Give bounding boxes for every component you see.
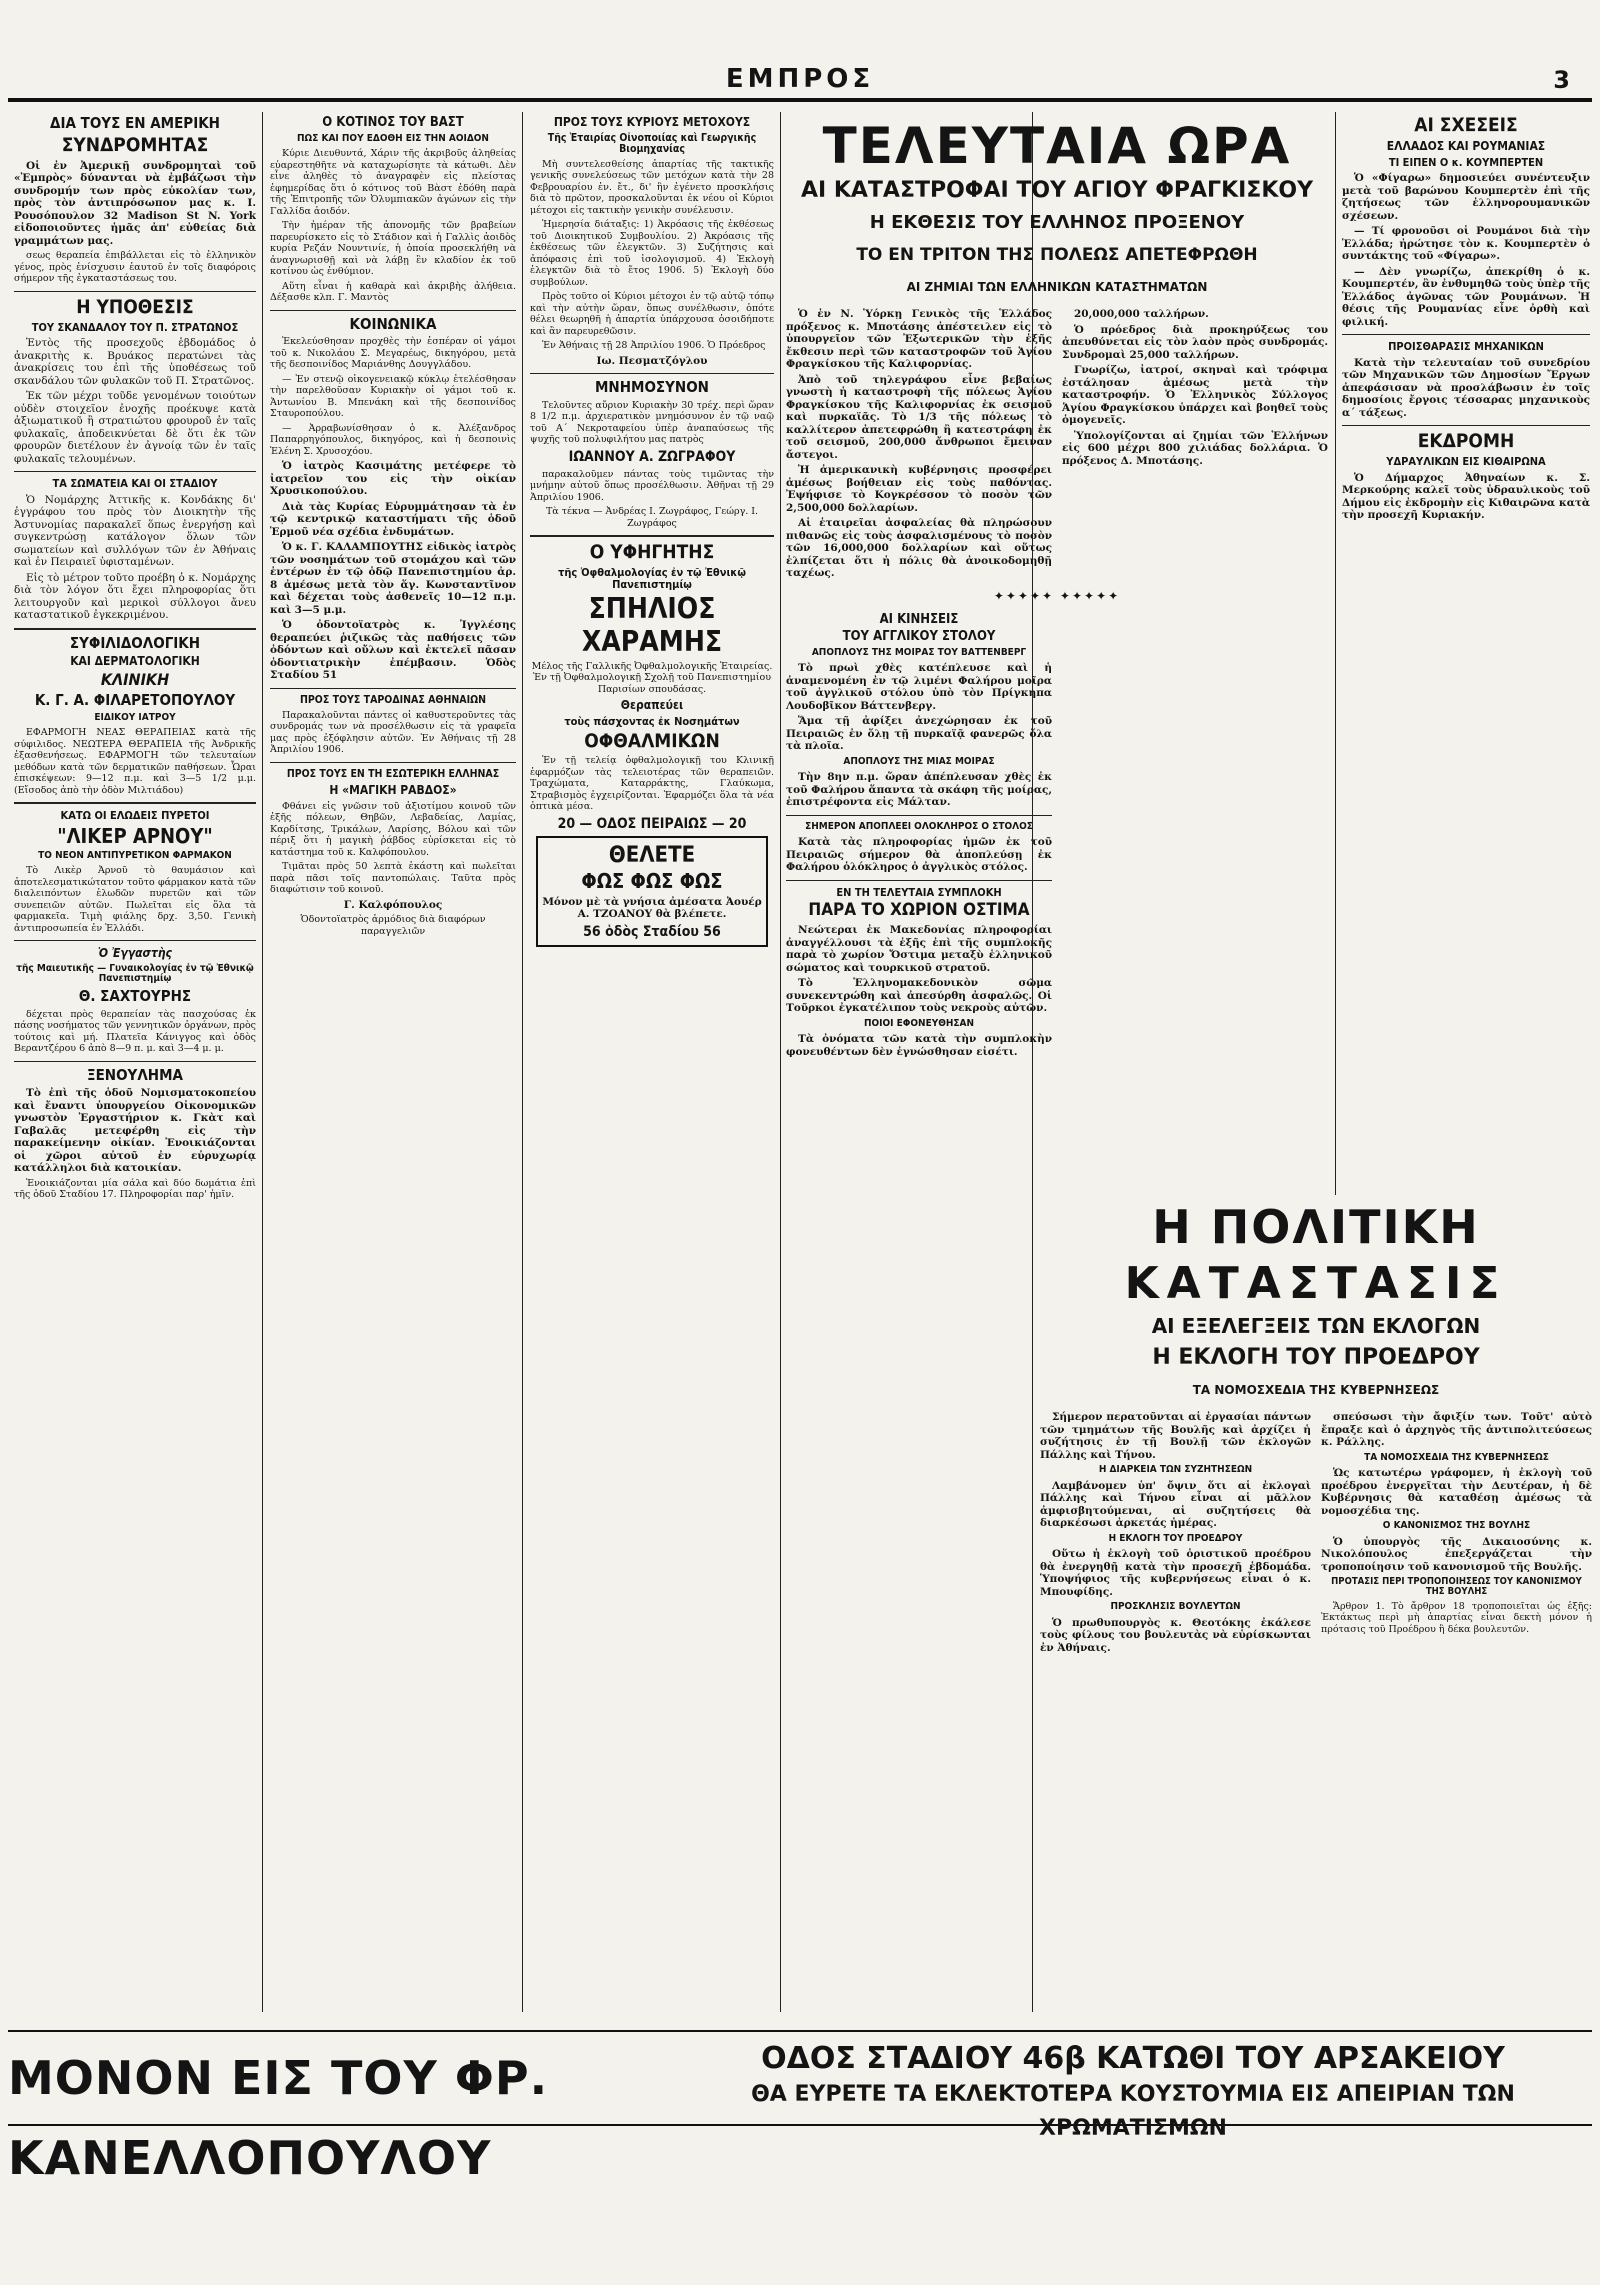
article-text: Κατὰ τὰς πληροφορίας ἡμῶν ἐκ τοῦ Πειραιῶς σήμερον θὰ ἀποπλεύσῃ ἐκ Φαλήρου ὁλόκληρος ὁ ἀγγλικὸς στόλος.: [786, 836, 1052, 874]
article-text: Ὁ «Φίγαρω» δημοσιεύει συνέντευξιν μετὰ τοῦ βαρώνου Κουμπερτὲν ἐπὶ τῆς ζητήσεως τῶν ἑλληνορουμανικῶν σχέσεων.: [1342, 172, 1590, 222]
advertisement: [14, 1065, 256, 1201]
article-column-left: [1040, 1411, 1311, 1657]
column-rule: [780, 112, 781, 2012]
article-subheading: ΤΙ ΕΙΠΕΝ Ο κ. ΚΟΥΜΠΕΡΤΕΝ: [1388, 155, 1544, 169]
article-heading: ΠΡΟΣ ΤΟΥΣ ΤΑΡΟΔΙΝΑΣ ΑΘΗΝΑΙΩΝ: [299, 693, 487, 706]
ad-address: 20 — ΟΔΟΣ ΠΕΙΡΑΙΩΣ — 20: [557, 815, 747, 832]
article-heading: ΚΟΙΝΩΝΙΚΑ: [349, 314, 437, 333]
article-text: Ὁ ὑπουργὸς τῆς Δικαιοσύνης κ. Νικολόπουλος ἐπεξεργάζεται τὴν τροποποίησιν τοῦ κανονισμοῦ τῆς Βουλῆς.: [1321, 1535, 1592, 1573]
article-text: Ἡ ἀμερικανικὴ κυβέρνησις προσφέρει ἀμέσως βοήθειαν εἰς τοὺς παθόντας. Ἐψήφισε τὸ Κογκρέσσον τὸ ποσὸν τῶν 2,500,000 δολλαρίων.: [786, 464, 1052, 514]
article-heading: ΣΥΝΔΡΟΜΗΤΑΣ: [61, 133, 209, 156]
article-text: Πρὸς τοῦτο οἱ Κύριοι μέτοχοι ἐν τῷ αὐτῷ τόπῳ καὶ τὴν αὐτὴν ὥραν, ὅπως συνέλθωσιν, ὁπότε θέλει θεωρηθῆ ἡ ἀπαρτία ὑπάρχουσα ὁσοιδήποτε καὶ ἂν παρευρεθῶσιν.: [530, 291, 774, 337]
ad-heading: τῆς Ὀφθαλμολογίας ἐν τῷ Ἐθνικῷ Πανεπιστημίῳ: [558, 566, 746, 591]
ad-heading: "ΛΙΚΕΡ ΑΡΝΟΥ": [57, 823, 213, 848]
article-text: Τελοῦντες αὔριον Κυριακὴν 30 τρέχ. περὶ ὥραν 8 1/2 π.μ. ἀρχιερατικὸν μνημόσυνον ἐν τῷ ναῷ τοῦ Α΄ Νεκροταφείου ὑπὲρ ἀναπαύσεως τῆς ψυχῆς τοῦ πολυφιλήτου μας πατρὸς: [530, 399, 774, 446]
article-column-left: [786, 308, 1052, 583]
section-subheadline: ΤΑ ΝΟΜΟΣΧΕΔΙΑ ΤΗΣ ΚΥΒΕΡΝΗΣΕΩΣ: [1192, 1383, 1440, 1397]
article-text: Ἐκελεύσθησαν προχθὲς τὴν ἑσπέραν οἱ γάμοι τοῦ κ. Νικολάου Σ. Μεγαρέως, δικηγόρου, μετὰ τῆς δεσποινίδος Μαριάνθης Δουγγλάδου.: [270, 336, 516, 371]
section-headline: ΚΑΤΑΣΤΑΣΙΣ: [1124, 1258, 1508, 1309]
ad-text: Ἐνοικιάζονται μία σάλα καὶ δύο δωμάτια ἐπὶ τῆς ὁδοῦ Σταδίου 17. Πληροφορίαι παρ' ἡμῖν.: [14, 1177, 256, 1201]
ad-heading: ΧΑΡΑΜΗΣ: [581, 625, 723, 659]
article-text: Τιμᾶται πρὸς 50 λεπτὰ ἑκάστη καὶ πωλεῖται παρὰ πᾶσι τοῖς παντοπώλαις. Ταῦτα πρὸς διαφώτισιν τοῦ κοινοῦ.: [270, 861, 516, 896]
article-text: Αἱ ἑταιρεῖαι ἀσφαλείας θὰ πληρώσουν πιθανῶς εἰς τοὺς ἀσφαλισμένους τὸ ποσὸν τῶν 16,000,000 δολλαρίων καὶ οὕτως ἐλπίζεται ὅτι ἡ πόλις θὰ ἀνοικοδομηθῇ ταχέως.: [786, 517, 1052, 579]
ad-text: Τὸ ἐπὶ τῆς ὁδοῦ Νομισματοκοπείου καὶ ἔναντι ὑπουργείου Οἰκονομικῶν γνωστὸν Ἐργαστήριον κ. Γκὰτ καὶ Γαβαλᾶς μετεφέρθη εἰς τὴν παρακείμενην οἰκίαν. Ἐνοικιάζονται οἱ χῶροι αὐτοῦ ἐν εὐρυχωρίᾳ κατάλληλοι διὰ κατοικίαν.: [14, 1087, 256, 1175]
article-heading: ΕΝ ΤΗ ΤΕΛΕΥΤΑΙΑ ΣΥΜΠΛΟΚΗ: [836, 885, 1002, 899]
article-text: — Δὲν γνωρίζω, ἀπεκρίθη ὁ κ. Κουμπερτέν, ἂν ἐνθυμηθῶ τοὺς ὑπὲρ τῆς Ἑλλάδος ἀγῶνας τῶν Ρουμάνων. Ἡ θέσις τῆς Ρουμανίας εἶνε ὀρθὴ καὶ φιλική.: [1342, 265, 1590, 328]
ad-text: ΕΦΑΡΜΟΓΗ ΝΕΑΣ ΘΕΡΑΠΕΙΑΣ κατὰ τῆς σύφιλιδος. ΝΕΩΤΕΡΑ ΘΕΡΑΠΕΙΑ τῆς Ἀνδρικῆς ἐξασθενήσεως. ΕΦΑΡΜΟΓΗ τῶν τελευταίων μεθόδων κατὰ τῶν δερματικῶν παθήσεων. Ὧραι ἐπισκέψεων: 9—12 π.μ. καὶ 3—5 1/2 μ.μ. (Εἴσοδος ἀπὸ τὴν ὁδὸν Μιλτιάδου): [14, 727, 256, 796]
article-heading: ΤΑ ΣΩΜΑΤΕΙΑ ΚΑΙ ΟΙ ΣΤΑΔΙΟΥ: [52, 477, 218, 491]
article-text: παρακαλοῦμεν πάντας τοὺς τιμῶντας τὴν μνήμην αὐτοῦ ὅπως προσέλθωσιν. Ἀθῆναι τῇ 29 Ἀπριλίου 1906.: [530, 468, 774, 503]
ad-heading: ΤΟ ΝΕΟΝ ΑΝΤΙΠΥΡΕΤΙΚΟΝ ΦΑΡΜΑΚΟΝ: [38, 849, 232, 861]
ad-heading: ΘΕΛΕΤΕ: [608, 842, 696, 868]
main-subheadline: ΑΙ ΖΗΜΙΑΙ ΤΩΝ ΕΛΛΗΝΙΚΩΝ ΚΑΤΑΣΤΗΜΑΤΩΝ: [906, 280, 1208, 294]
page-margin: [0, 2130, 1600, 2285]
article-text: Φθάνει εἰς γνῶσιν τοῦ ἀξιοτίμου κοινοῦ τῶν ἐξῆς πόλεων, Θηβῶν, Λεβαδείας, Λαμίας, Καρδίτσης, Τρικάλων, Λαρίσης, Βόλου καὶ τῶν πέριξ ὅτι ἡ μαγικὴ ῥάβδος εὑρίσκεται εἰς τὸ κατάστημα τοῦ κ. Καλφόπουλου.: [270, 800, 516, 858]
footer-address: ΟΔΟΣ ΣΤΑΔΙΟΥ 46β ΚΑΤΩΘΙ ΤΟΥ ΑΡΣΑΚΕΙΟΥ: [761, 2041, 1505, 2076]
article-text: Κύριε Διευθυντά, Χάριν τῆς ἀκριβοῦς ἀληθείας εὐαρεστηθῆτε νὰ καταχωρίσητε τὰ κάτωθι. Δὲν εἶνε ἀληθὲς τὸ ἀναγραφὲν εἰς πλείστας ἐφημερίδας ὅτι ὁ κότινος τοῦ Βὰστ ἐδόθη παρὰ τῆς Ἐπιτροπῆς τῶν Ὀλυμπιακῶν ἀγώνων εἰς τὴν Γαλλίδα ἀοιδόν.: [270, 148, 516, 217]
ad-heading: τῆς Μαιευτικῆς — Γυναικολογίας ἐν τῷ Ἐθνικῷ Πανεπιστημίῳ: [16, 962, 254, 985]
article-text: — Ἐν στενῷ οἰκογενειακῷ κύκλῳ ἐτελέσθησαν τὴν παρελθοῦσαν Κυριακὴν οἱ γάμοι τοῦ κ. Ἀντωνίου Β. Μπενάκη καὶ τῆς δεσποινίδος Σταυροπούλου.: [270, 373, 516, 420]
article-subheading: ΠΡΟΤΑΣΙΣ ΠΕΡΙ ΤΡΟΠΟΠΟΙΗΣΕΩΣ ΤΟΥ ΚΑΝΟΝΙΣΜΟΥ ΤΗΣ ΒΟΥΛΗΣ: [1331, 1576, 1582, 1597]
article-text: Σήμερον περατοῦνται αἱ ἐργασίαι πάντων τῶν τμημάτων τῆς Βουλῆς καὶ ἀρχίζει ἡ συζήτησις ἐν τῇ Βουλῇ τῶν ἐκλογῶν Πάλλης καὶ Τήνου.: [1040, 1411, 1311, 1461]
article-text: Ἐντὸς τῆς προσεχοῦς ἑβδομάδος ὁ ἀνακριτὴς κ. Βρυάκος περατώνει τὰς ἀνακρίσεις του ἐπὶ τῆς ὑποθέσεως τοῦ σκανδάλου τῶν φυλακῶν τοῦ Π. Στρατῶνος.: [14, 337, 256, 387]
article-text: Τὸ πρωὶ χθὲς κατέπλευσε καὶ ἡ ἀναμενομένη ἐν τῷ λιμένι Φαλήρου μοῖρα τοῦ ἀγγλικοῦ στόλου ὑπὸ τὸν Πρίγκηπα Λουδοβῖκον Βάττενβεργ.: [786, 662, 1052, 712]
section-subheadline: ΑΙ ΕΞΕΛΕΓΞΕΙΣ ΤΩΝ ΕΚΛΟΓΩΝ: [1151, 1314, 1481, 1338]
column-3: [530, 112, 774, 2012]
article-subheading: ΑΠΟΠΛΟΥΣ ΤΗΣ ΜΟΙΡΑΣ ΤΟΥ ΒΑΤΤΕΝΒΕΡΓ: [811, 646, 1027, 658]
ad-text: Τὸ Λικὲρ Ἀρνοῦ τὸ θαυμάσιον καὶ ἀποτελεσματικώτατον τοῦτο φάρμακον κατὰ τῶν διαλειπόντων ἑλωδῶν πυρετῶν καὶ τῶν συνεπειῶν αὐτῶν. Πωλεῖται εἰς ὅλα τὰ φαρμακεῖα. Τιμὴ φιάλης δρχ. 3,50. Γενικὴ ἀντιπροσωπεία ἐν Ἑλλάδι.: [14, 865, 256, 934]
article-text: Τὰ ὀνόματα τῶν κατὰ τὴν συμπλοκὴν φονευθέντων δὲν ἐγνώσθησαν εἰσέτι.: [786, 1033, 1052, 1058]
article-text: Οἱ ἐν Ἀμερικῇ συνδρομηταὶ τοῦ «Ἐμπρὸς» δύνανται νὰ ἐμβάζωσι τὴν συνδρομήν των πρὸς εὐκολίαν των, πρὸς τὸν ἀντιπρόσωπον μας κ. Ι. Ρουσόπουλον 32 Madison St N. York εἰδοποιοῦντες ἡμᾶς ἀπ' εὐθείας διὰ γραμμάτων μας.: [14, 159, 256, 247]
page-number: 3: [1553, 66, 1570, 94]
article-text: Ὁ Δήμαρχος Ἀθηναίων κ. Σ. Μερκούρης καλεῖ τοὺς ὑδραυλικοὺς τοῦ Δήμου εἰς ἐκδρομὴν εἰς Κιθαιρῶνα κατὰ τὴν προσεχῆ Κυριακήν.: [1342, 471, 1590, 522]
article-text: Μὴ συντελεσθείσης ἀπαρτίας τῆς τακτικῆς γενικῆς συνελεύσεως τῶν μετόχων κατὰ τὴν 28 Φεβρουαρίου ἐν. ἔτ., δι' ἣν ἐγένετο προσκλήσις διὰ τὸ πρῶτον, προσκαλοῦνται ἐκ νέου οἱ Κύριοι μέτοχοι εἰς τακτικὴν γενικὴν συνέλευσιν.: [530, 158, 774, 216]
article-column-left: [786, 609, 1052, 1062]
signature: Γ. Καλφόπουλος: [343, 898, 443, 911]
main-subheadline: ΑΙ ΚΑΤΑΣΤΡΟΦΑΙ ΤΟΥ ΑΓΙΟΥ ΦΡΑΓΚΙΣΚΟΥ: [800, 178, 1314, 203]
article-column-right: [1062, 308, 1328, 583]
article-heading: ΠΡΟΣ ΤΟΥΣ ΕΝ ΤΗ ΕΣΩΤΕΡΙΚΗ ΕΛΛΗΝΑΣ: [286, 767, 500, 780]
ad-heading: Κ. Γ. Α. ΦΙΛΑΡΕΤΟΠΟΥΛΟΥ: [34, 690, 236, 709]
article-subheading: ΥΔΡΑΥΛΙΚΩΝ ΕΙΣ ΚΙΘΑΙΡΩΝΑ: [1386, 455, 1546, 469]
article-text: Ἀπὸ τοῦ τηλεγράφου εἶνε βεβαίως γνωστὴ ἡ καταστροφὴ τῆς πόλεως Ἁγίου Φραγκίσκου τῆς Καλιφορνίας ἐκ σεισμοῦ καὶ πυρκαϊᾶς. Τὸ 1/3 τῆς πόλεως τὸ καλλίτερον ἀπετεφρώθη ἢ κατεστράφη ἐκ τοῦ σεισμοῦ, 200,000 ἄνθρωποι ἔμειναν ἄστεγοι.: [786, 373, 1052, 461]
article-heading: ΕΛΛΑΔΟΣ ΚΑΙ ΡΟΥΜΑΝΙΑΣ: [1386, 138, 1546, 153]
article-heading: ΠΑΡΑ ΤΟ ΧΩΡΙΟΝ ΟΣΤΙΜΑ: [808, 900, 1030, 921]
ad-heading: Θεραπεύει: [620, 698, 684, 713]
ad-heading: ΣΠΗΛΙΟΣ: [588, 592, 716, 626]
article-text: — Ἀρραβωνίσθησαν ὁ κ. Ἀλέξανδρος Παπαρρηγόπουλος, δικηγόρος, καὶ ἡ δεσποινὶς Ἑλένη Σ. Χρυσοχόου.: [270, 422, 516, 457]
ad-heading: ΟΦΘΑΛΜΙΚΩΝ: [584, 729, 720, 752]
article-text: Λαμβάνομεν ὑπ' ὄψιν ὅτι αἱ ἐκλογαὶ Πάλλης καὶ Τήνου εἶναι αἱ μᾶλλον ἀμφισβητούμεναι, αἱ συζητήσεις θὰ διαρκέσωσι ἀρκετάς ἡμέρας.: [1040, 1479, 1311, 1529]
main-headline: ΤΕΛΕΥΤΑΙΑ ΩΡΑ: [822, 117, 1292, 175]
article-text: Ὁ πρόεδρος διὰ προκηρύξεως του ἀπευθύνεται εἰς τὸν λαὸν πρὸς συνδρομάς. Συνδρομαὶ 25,000 ταλλήρων.: [1062, 323, 1328, 361]
article-subheading: Τῆς Ἑταιρίας Οἰνοποιίας καὶ Γεωργικῆς Βιομηχανίας: [547, 131, 757, 155]
notice-text: Ὁ ἰατρὸς Κασιμάτης μετέφερε τὸ ἰατρεῖον του εἰς τὴν οἰκίαν Χρυσικοπούλου.: [270, 460, 516, 498]
article-heading: ΑΙ ΚΙΝΗΣΕΙΣ: [879, 611, 959, 627]
ad-text: δέχεται πρὸς θεραπείαν τὰς πασχούσας ἐκ πάσης νοσήματος τῶν γεννητικῶν ὀργάνων, πρὸς τούτοις καὶ μή. Πλατεῖα Κάνιγγος καὶ ὁδὸς Βεραντζέρου 6 ἀπὸ 8—9 π. μ. καὶ 3—4 μ. μ.: [14, 1008, 256, 1054]
article-text: σπεύσωσι τὴν ἄφιξίν των. Τοῦτ' αὐτὸ ἔπραξε καὶ ὁ ἀρχηγὸς τῆς ἀντιπολιτεύσεως κ. Ράλλης.: [1321, 1411, 1592, 1448]
article-column-right: [1062, 609, 1328, 1062]
article-subheading: ΤΑ ΝΟΜΟΣΧΕΔΙΑ ΤΗΣ ΚΥΒΕΡΝΗΣΕΩΣ: [1364, 1451, 1549, 1463]
signature-note: Ὁδοντοϊατρὸς ἀρμόδιος διὰ διαφόρων παραγγελιῶν: [300, 914, 486, 937]
column-1: [14, 112, 256, 2012]
article-text: Τὰ τέκνα — Ἀνδρέας Ι. Ζωγράφος, Γεώργ. Ι. Ζωγράφος: [545, 506, 759, 529]
footer-advertisement: [8, 2030, 1592, 2185]
article-subheading: Η «ΜΑΓΙΚΗ ΡΑΒΔΟΣ»: [329, 782, 457, 797]
ad-heading: ΚΑΤΩ ΟΙ ΕΛΩΔΕΙΣ ΠΥΡΕΤΟΙ: [60, 809, 210, 823]
article-text: Αὕτη εἶναι ἡ καθαρὰ καὶ ἀκριβὴς ἀλήθεια. Δέξασθε κλπ. Γ. Μαντὸς: [270, 280, 516, 304]
article-subheading: ΠΩΣ ΚΑΙ ΠΟΥ ΕΔΟΘΗ ΕΙΣ ΤΗΝ ΑΟΙΔΟΝ: [297, 132, 489, 144]
article-subheading: ΤΟΥ ΣΚΑΝΔΑΛΟΥ ΤΟΥ Π. ΣΤΡΑΤΩΝΟΣ: [31, 320, 239, 334]
column-2: [270, 112, 516, 2012]
ad-address: 56 ὁδὸς Σταδίου 56: [583, 923, 721, 940]
ad-heading: Ο ΥΦΗΓΗΤΗΣ: [589, 541, 715, 564]
article-text: Γνωρίζω, ἰατροί, σκηναὶ καὶ τρόφιμα ἐστάλησαν ἀμέσως μετὰ τὴν καταστροφήν. Ὁ Ἐλληνικὸς Σύλλογος Ἁγίου Φραγκίσκου ὑπάρχει καὶ βοηθεῖ τοὺς ὁμογενεῖς.: [1062, 364, 1328, 426]
ad-text: Μόνον μὲ τὰ γνήσια ἀμέσατα Ἀουέρ Α. ΤΖΟΑΝΟΥ θὰ βλέπετε.: [542, 895, 762, 921]
article-text: σεως θεραπεία ἐπιβάλλεται εἰς τὸ ἑλληνικὸν γένος, πρὸς ἐνίσχυσιν ἑαυτοῦ ἐν τοῖς διαφόροις σήμερον τῆς ἐγκαταστάσεως του.: [14, 250, 256, 285]
article-subheading: ΠΟΙΟΙ ΕΦΟΝΕΥΘΗΣΑΝ: [863, 1017, 975, 1029]
notice-text: Ὁ ὀδοντοϊατρὸς κ. Ἰγγλέσης θεραπεύει ῥιζικῶς τὰς παθήσεις τῶν ὀδόντων καὶ οὔλων καὶ ἐκτελεῖ πᾶσαν ὀδοντιατρικὴν ἐπέμβασιν. Ὁδὸς Σταδίου 51: [270, 619, 516, 682]
footer-shop-name: ΜΟΝΟΝ ΕΙΣ ΤΟΥ ΦΡ. ΚΑΝΕΛΛΟΠΟΥΛΟΥ: [8, 2051, 549, 2185]
advertisement: [14, 633, 256, 796]
article-text: 20,000,000 ταλλήρων.: [1074, 308, 1209, 320]
article-text: Ἐκ τῶν μέχρι τοῦδε γενομένων τοιούτων οὐδὲν στοιχεῖον ἐνοχῆς προέκυψε κατὰ ἀξιωματικοῦ ἢ στρατιώτου φρουροῦ ἐν ταῖς φυλακαῖς, ἀποδεικνύεται δὲ ὅτι ἐκ τῶν φρουρῶν διετέλουν ἐν ἀγνοίᾳ τῶν ἐν ταῖς φυλακαῖς τελουμένων.: [14, 390, 256, 465]
separator-ornament: ✦✦✦✦✦ ✦✦✦✦✦: [993, 588, 1121, 603]
column-rule: [262, 112, 263, 2012]
article-text: Τὸ Ἑλληνομακεδονικὸν σῶμα συνεκεντρώθη καὶ ἀπεσύρθη ἀσφαλῶς. Οἱ Τοῦρκοι ἐγκατέλιπον τοὺς νεκροὺς αὐτῶν.: [786, 977, 1052, 1015]
article-heading: ΠΡΟΙΣΘΑΡΑΣΙΣ ΜΗΧΑΝΙΚΩΝ: [1388, 340, 1544, 354]
article-text: Τὴν ἡμέραν τῆς ἀπονομῆς τῶν βραβείων παρευρίσκετο εἰς τὸ Στάδιον καὶ ἡ Γαλλὶς ἀοιδὸς κυρία Ρεζάν Νουντινίε, ἡ ὁποία προσεκλήθη νὰ ἀναγνωρισθῇ καὶ νὰ λάβῃ ἓν κλαδίον ἐκ τοῦ κοτίνου ὡς ἐνθύμιον.: [270, 220, 516, 278]
ad-text: Ἐν τῇ τελείᾳ ὀφθαλμολογικῇ του Κλινικῇ ἐφαρμόζων τὰς τελειοτέρας τῶν θεραπειῶν. Τραχώματα, Καταρράκτης, Γλαύκωμα, Στραβισμὸς ἐγχειρίζονται. Ἐφαρμόζει ὅλα τὰ νέα ὀπτικὰ μέσα.: [530, 755, 774, 813]
article-heading: ΕΚΔΡΟΜΗ: [1417, 430, 1515, 453]
article-text: Ἅμα τῇ ἀφίξει ἀνεχώρησαν ἐκ τοῦ Πειραιῶς ἐν ὅλῃ τῇ πυρκαϊᾷ φανερῶς ὅλα τὰ πλοῖα.: [786, 715, 1052, 753]
article-heading: ΤΟΥ ΑΓΓΛΙΚΟΥ ΣΤΟΛΟΥ: [842, 629, 996, 645]
deceased-name: ΙΩΑΝΝΟΥ Α. ΖΩΓΡΑΦΟΥ: [568, 448, 736, 465]
column-rule: [522, 112, 523, 2012]
article-subheading: Ο ΚΑΝΟΝΙΣΜΟΣ ΤΗΣ ΒΟΥΛΗΣ: [1382, 1520, 1531, 1531]
ad-text: Μέλος τῆς Γαλλικῆς Ὀφθαλμολογικῆς Ἑταιρείας. Ἐν τῇ Ὀφθαλμολογικῇ Σχολῇ τοῦ Πανεπιστημίου Παρισίων σπουδάσας.: [531, 660, 773, 695]
ad-heading: Ὁ Ἐγγαστὴς: [98, 946, 172, 961]
article-subheading: ΑΠΟΠΛΟΥΣ ΤΗΣ ΜΙΑΣ ΜΟΙΡΑΣ: [843, 755, 995, 767]
article-text: Ὡς κατωτέρω γράφομεν, ἡ ἐκλογὴ τοῦ προέδρου ἐνεργεῖται τὴν Δευτέραν, ἡ δὲ Κυβέρνησις θὰ καταθέσῃ ἀμέσως τὰ νομοσχέδια της.: [1321, 1467, 1592, 1517]
newspaper-title: ΕΜΠΡΟΣ: [725, 64, 875, 94]
article-heading: ΠΡΟΣ ΤΟΥΣ ΚΥΡΙΟΥΣ ΜΕΤΟΧΟΥΣ: [553, 115, 751, 129]
article-subheading: Η ΔΙΑΡΚΕΙΑ ΤΩΝ ΣΥΖΗΤΗΣΕΩΝ: [1098, 1464, 1253, 1475]
ad-heading: ΦΩΣ ΦΩΣ ΦΩΣ: [581, 868, 723, 893]
article-text: Εἰς τὸ μέτρον τοῦτο προέβη ὁ κ. Νομάρχης διὰ τὸν λόγον ὅτι ἔχει πληροφορίας ὅτι λειτουργοῦν καὶ μερικοὶ σύλλογοι ἄνευ καταστατικοῦ ἐγκεκριμένου.: [14, 571, 256, 622]
article-text: — Τί φρονοῦσι οἱ Ρουμάνοι διὰ τὴν Ἑλλάδα; ἠρώτησε τὸν κ. Κουμπερτὲν ὁ συντάκτης τοῦ «Φίγαρω».: [1342, 225, 1590, 263]
article-text: Ἐν Ἀθήναις τῇ 28 Ἀπριλίου 1906. Ὁ Πρόεδρος: [542, 340, 766, 352]
politics-section: [1040, 1195, 1592, 2015]
article-text: Ὁ Νομάρχης Ἀττικῆς κ. Κονδάκης δι' ἐγγράφου του πρὸς τὸν Διοικητὴν τῆς Ἀστυνομίας παρακαλεῖ ὅπως ἐνεργήσῃ καὶ συγκεντρώσῃ κατάλογον ὅλων τῶν σωματείων καὶ συλλόγων τῶν ἐν Ἀθήναις καὶ ἐν Πειραιεῖ ὑφισταμένων.: [14, 493, 256, 569]
article-text: Ὑπολογίζονται αἱ ζημίαι τῶν Ἑλλήνων εἰς 600 μέχρι 800 χιλιάδας δολλάρια. Ὁ πρόξενος Δ. Μποτάσης.: [1062, 429, 1328, 467]
footer-slogan: ΘΑ ΕΥΡΕΤΕ ΤΑ ΕΚΛΕΚΤΟΤΕΡΑ ΚΟΥΣΤΟΥΜΙΑ ΕΙΣ ΑΠΕΙΡΙΑΝ ΤΩΝ ΧΡΩΜΑΤΙΣΜΩΝ: [751, 2082, 1515, 2141]
article-text: Ἡμερησία διάταξις: 1) Ἀκρόασις τῆς ἐκθέσεως τοῦ Διοικητικοῦ Συμβουλίου. 2) Ἀκρόασις τῆς ἐκθέσεως τῶν ἐλεγκτῶν. 3) Συζήτησις καὶ ἀπόφασις ἐπὶ τοῦ ἰσολογισμοῦ. 4) Ἐκλογὴ ἐλεγκτῶν διὰ τὸ ἔτος 1906. 5) Ἐκλογὴ δύο συμβούλων.: [530, 219, 774, 288]
notice-text: Διὰ τὰς Κυρίας Εὐρυμμάτησαν τὰ ἐν τῷ κεντρικῷ καταστήματι τῆς ὁδοῦ Ἑρμοῦ νέα σχέδια ἐνδυμάτων.: [270, 500, 516, 538]
section-headline: Η ΠΟΛΙΤΙΚΗ: [1152, 1200, 1480, 1254]
section-subheadline: Η ΕΚΛΟΓΗ ΤΟΥ ΠΡΟΕΔΡΟΥ: [1152, 1345, 1480, 1370]
article-subheading: ΣΗΜΕΡΟΝ ΑΠΟΠΛΕΕΙ ΟΛΟΚΛΗΡΟΣ Ο ΣΤΟΛΟΣ: [805, 820, 1033, 832]
article-text: Οὕτω ἡ ἐκλογὴ τοῦ ὁριστικοῦ προέδρου θὰ ἐνεργηθῇ κατὰ τὴν προσεχῆ ἑβδομάδα. Ὑποψήφιος τῆς κυβερνήσεως εἶναι ὁ κ. Μπουφίδης.: [1040, 1548, 1311, 1598]
article-text: Τὴν 8ην π.μ. ὥραν ἀπέπλευσαν χθὲς ἐκ τοῦ Φαλήρου ἅπαντα τὰ σκάφη τῆς μοίρας, ἐπιστρέφοντα εἰς Μάλταν.: [786, 771, 1052, 809]
ad-heading: ΚΑΙ ΔΕΡΜΑΤΟΛΟΓΙΚΗ: [70, 654, 200, 669]
article-text: Ἄρθρον 1. Τὸ ἄρθρον 18 τροποποιεῖται ὡς ἑξῆς: Ἐκτάκτως περὶ μὴ ἀπαρτίας εἶναι δεκτὴ μόνον ἡ πρότασις τοῦ Προέδρου ἢ δέκα βουλευτῶν.: [1321, 1600, 1592, 1635]
ad-heading: ΞΕΝΟΥΛΗΜΑ: [87, 1065, 183, 1084]
article-heading: ΜΝΗΜΟΣΥΝΟΝ: [595, 378, 709, 397]
notice-text: Ὁ κ. Γ. ΚΑΛΑΜΠΟΥΤΗΣ εἰδικὸς ἰατρὸς τῶν νοσημάτων τοῦ στομάχου καὶ τῶν ἐντέρων ἐν τῷ ὁδῷ Πανεπιστημίου ἀρ. 8 ἀμέσως μετὰ τὸν ἅγ. Κωνσταντῖνον καὶ δέχεται τοὺς ἀσθενεῖς 10—12 π.μ. καὶ 3—5 μ.μ.: [270, 541, 516, 616]
masthead: [8, 64, 1592, 102]
ad-heading: Θ. ΣΑΧΤΟΥΡΗΣ: [78, 986, 192, 1005]
article-text: Ὁ ἐν Ν. Ὑόρκῃ Γενικὸς τῆς Ἑλλάδος πρόξενος κ. Μποτάσης ἀπέστειλεν εἰς τὸ ὑπουργεῖον τῶν Ἐξωτερικῶν τὴν ἑξῆς ἔκθεσιν περὶ τῶν καταστροφῶν τοῦ Ἁγίου Φραγκίσκου τῆς Καλιφορνίας.: [786, 308, 1052, 370]
main-subheadline: ΤΟ ΕΝ ΤΡΙΤΟΝ ΤΗΣ ΠΟΛΕΩΣ ΑΠΕΤΕΦΡΩΘΗ: [856, 245, 1258, 265]
article-text: Ὁ πρωθυπουργὸς κ. Θεοτόκης ἐκάλεσε τοὺς φίλους του βουλευτὰς νὰ εὑρίσκωνται ἐν Ἀθήναις.: [1040, 1616, 1311, 1654]
article-subheading: ΠΡΟΣΚΛΗΣΙΣ ΒΟΥΛΕΥΤΩΝ: [1110, 1601, 1241, 1612]
article-text: Νεώτεραι ἐκ Μακεδονίας πληροφορίαι ἀναγγέλλουσι τὰ ἑξῆς ἐπὶ τῆς συμπλοκῆς παρὰ τὸ χωρίον Ὄστιμα μεταξὺ ἑλληνικοῦ σώματος καὶ τουρκικοῦ στρατοῦ.: [786, 924, 1052, 974]
article-heading: Η ΥΠΟΘΕΣΙΣ: [76, 295, 194, 318]
main-subheadline: Η ΕΚΘΕΣΙΣ ΤΟΥ ΕΛΛΗΝΟΣ ΠΡΟΞΕΝΟΥ: [869, 212, 1245, 233]
ad-heading: ΣΥΦΙΛΙΔΟΛΟΓΙΚΗ: [69, 633, 201, 652]
advertisement: [14, 947, 256, 1054]
article-text: Κατὰ τὴν τελευταίαν τοῦ συνεδρίου τῶν Μηχανικῶν τῶν Δημοσίων Ἔργων ἀπεφάσισαν νὰ προσλάβωσιν ἐν τοῖς δημοσίοις ἔργοις τέσσαρας μηχανικοὺς α΄ τάξεως.: [1342, 356, 1590, 419]
advertisement-box: [536, 836, 768, 948]
article-column-right: [1321, 1411, 1592, 1657]
article-text: Παρακαλοῦνται πάντες οἱ καθυστεροῦντες τὰς συνδρομάς των νὰ προσέλθωσιν εἰς τὰ γραφεῖα μας πρὸς ἐξόφλησιν αὐτῶν. Ἐν Ἀθήναις τῇ 28 Ἀπριλίου 1906.: [270, 709, 516, 756]
article-heading: ΔΙΑ ΤΟΥΣ ΕΝ ΑΜΕΡΙΚΗ: [50, 114, 220, 132]
ad-heading: ΚΛΙΝΙΚΗ: [100, 670, 170, 690]
article-subheading: Η ΕΚΛΟΓΗ ΤΟΥ ΠΡΟΕΔΡΟΥ: [1108, 1532, 1243, 1544]
advertisement: [14, 810, 256, 934]
article-heading: Ο ΚΟΤΙΝΟΣ ΤΟΥ ΒΑΣΤ: [322, 115, 464, 130]
advertisement: [530, 543, 774, 832]
article-heading: ΑΙ ΣΧΕΣΕΙΣ: [1414, 114, 1518, 136]
ad-heading: τοὺς πάσχοντας ἐκ Νοσημάτων: [564, 714, 740, 728]
ad-heading: ΕΙΔΙΚΟΥ ΙΑΤΡΟΥ: [94, 711, 176, 723]
signature: Ιω. Πεσματζόγλου: [596, 354, 708, 367]
